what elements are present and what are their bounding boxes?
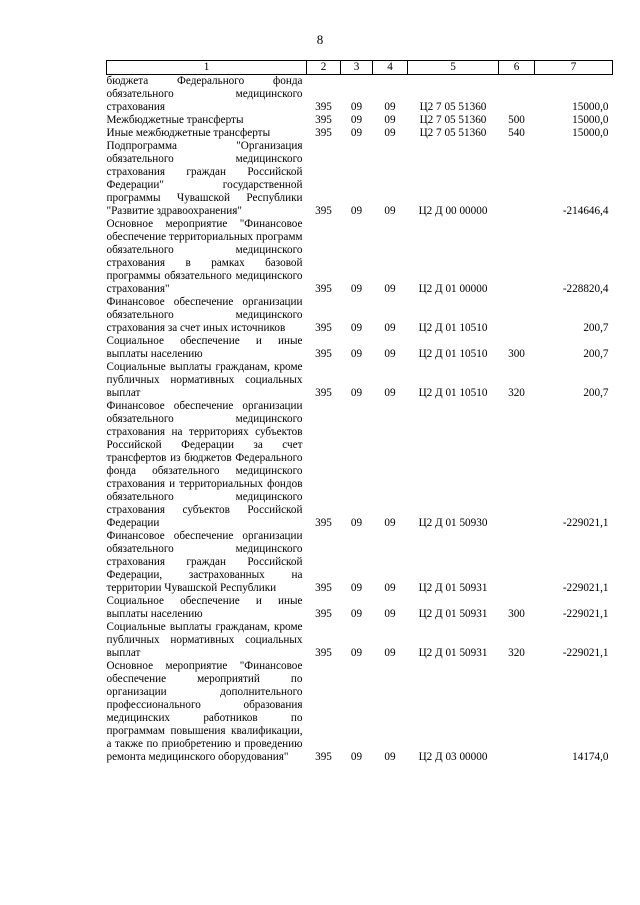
row-amount: -229021,1 bbox=[562, 582, 609, 594]
table-row bbox=[107, 140, 613, 218]
row-subsection-code: 09 bbox=[384, 582, 396, 594]
table-row bbox=[107, 335, 613, 361]
header-row bbox=[107, 61, 613, 75]
row-ministry-code: 395 bbox=[315, 127, 332, 139]
row-description: Основное мероприятие "Финансовое обеспечение мероприятий по организации дополнительного профессионального образования медицинских работников по программам повышения квалификации, а также по приобретению и проведению ремонта медицинского оборудования" bbox=[106, 660, 303, 763]
table-row bbox=[107, 530, 613, 595]
row-description: Финансовое обеспечение организации обязательного медицинского страхования за счет иных источников bbox=[106, 296, 303, 334]
header-col-6: 6 bbox=[499, 61, 535, 75]
row-subsection-code: 09 bbox=[384, 114, 396, 126]
row-section-code: 09 bbox=[350, 114, 363, 126]
row-subsection-code: 09 bbox=[384, 127, 396, 139]
row-expense-type: 300 bbox=[508, 608, 525, 620]
row-description: Социальное обеспечение и иные выплаты населению bbox=[106, 595, 303, 620]
header-col-1: 1 bbox=[107, 61, 307, 75]
row-target-code: Ц2 Д 01 10510 bbox=[418, 387, 488, 399]
row-ministry-code: 395 bbox=[315, 582, 332, 594]
header-col-5: 5 bbox=[408, 61, 499, 75]
row-expense-type: 320 bbox=[508, 387, 525, 399]
row-ministry-code: 395 bbox=[315, 322, 332, 334]
row-ministry-code: 395 bbox=[315, 387, 332, 399]
row-expense-type: 500 bbox=[508, 114, 525, 126]
row-subsection-code: 09 bbox=[384, 205, 396, 217]
row-expense-type bbox=[499, 218, 535, 296]
row-target-code: Ц2 Д 01 50930 bbox=[418, 517, 488, 529]
row-expense-type bbox=[499, 75, 535, 115]
row-expense-type bbox=[499, 296, 535, 335]
row-description: бюджета Федерального фонда обязательного медицинского страхования bbox=[106, 75, 303, 113]
row-amount: -228820,4 bbox=[562, 283, 609, 295]
row-expense-type bbox=[499, 660, 535, 764]
row-description: Социальные выплаты гражданам, кроме публичных нормативных социальных выплат bbox=[106, 621, 303, 659]
table-body bbox=[107, 75, 613, 765]
row-ministry-code: 395 bbox=[315, 348, 332, 360]
row-subsection-code: 09 bbox=[384, 647, 396, 659]
row-expense-type: 320 bbox=[508, 647, 525, 659]
row-amount: -229021,1 bbox=[562, 647, 609, 659]
row-amount: -229021,1 bbox=[562, 517, 609, 529]
row-ministry-code: 395 bbox=[315, 517, 332, 529]
table-row bbox=[107, 621, 613, 660]
row-subsection-code: 09 bbox=[384, 387, 396, 399]
row-description: Основное мероприятие "Финансовое обеспечение территориальных программ обязательного медицинского страхования в рамках базовой программы обязательного медицинского страхования" bbox=[106, 218, 303, 295]
table-row bbox=[107, 127, 613, 140]
row-ministry-code: 395 bbox=[315, 751, 332, 763]
row-target-code: Ц2 Д 00 00000 bbox=[418, 205, 488, 217]
row-expense-type bbox=[499, 400, 535, 530]
row-subsection-code: 09 bbox=[384, 322, 396, 334]
row-ministry-code: 395 bbox=[315, 283, 332, 295]
row-section-code: 09 bbox=[350, 582, 363, 594]
row-target-code: Ц2 Д 01 50931 bbox=[418, 647, 488, 659]
row-target-code: Ц2 Д 01 10510 bbox=[418, 322, 488, 334]
row-target-code: Ц2 Д 01 10510 bbox=[418, 348, 488, 360]
table-row bbox=[107, 361, 613, 400]
table-row bbox=[107, 75, 613, 115]
row-description: Финансовое обеспечение организации обязательного медицинского страхования граждан Российской Федерации, застрахованных на территории Чувашской Республики bbox=[106, 530, 303, 594]
row-target-code: Ц2 Д 01 50931 bbox=[418, 582, 488, 594]
header-col-2: 2 bbox=[307, 61, 341, 75]
table-row bbox=[107, 660, 613, 764]
row-section-code: 09 bbox=[350, 517, 363, 529]
row-amount: 200,7 bbox=[583, 348, 609, 360]
row-target-code: Ц2 Д 03 00000 bbox=[418, 751, 488, 763]
row-section-code: 09 bbox=[350, 647, 363, 659]
row-target-code: Ц2 7 05 51360 bbox=[419, 114, 487, 126]
row-description: Социальное обеспечение и иные выплаты населению bbox=[106, 335, 303, 360]
row-description: Подпрограмма "Организация обязательного медицинского страхования граждан Российской Федерации" государственной программы Чувашской Республики "Развитие здравоохранения" bbox=[106, 140, 303, 217]
budget-table bbox=[106, 60, 613, 764]
row-amount: 14174,0 bbox=[572, 751, 609, 763]
row-section-code: 09 bbox=[350, 387, 363, 399]
row-section-code: 09 bbox=[350, 348, 363, 360]
table-row bbox=[107, 595, 613, 621]
row-section-code: 09 bbox=[350, 127, 363, 139]
row-section-code: 09 bbox=[350, 283, 363, 295]
row-amount: 15000,0 bbox=[572, 101, 609, 113]
row-amount: 15000,0 bbox=[572, 114, 609, 126]
row-section-code: 09 bbox=[350, 751, 363, 763]
row-expense-type: 300 bbox=[508, 348, 525, 360]
table-row bbox=[107, 296, 613, 335]
row-description: Финансовое обеспечение организации обязательного медицинского страхования на территориях субъектов Российской Федерации за счет трансфертов из бюджетов Федерального фонда обязательного медицинского страхования и территориальных фондов обязательного медицинского страхования субъектов Российской Федерации bbox=[106, 400, 303, 529]
table-row bbox=[107, 400, 613, 530]
row-target-code: Ц2 7 05 51360 bbox=[419, 127, 487, 139]
row-amount: 200,7 bbox=[583, 322, 609, 334]
table-row bbox=[107, 218, 613, 296]
row-amount: 15000,0 bbox=[572, 127, 609, 139]
row-ministry-code: 395 bbox=[315, 608, 332, 620]
row-ministry-code: 395 bbox=[315, 205, 332, 217]
page-number: 8 bbox=[316, 32, 324, 47]
row-amount: 200,7 bbox=[583, 387, 609, 399]
row-description: Межбюджетные трансферты bbox=[106, 114, 244, 126]
row-ministry-code: 395 bbox=[315, 647, 332, 659]
header-col-7: 7 bbox=[535, 61, 613, 75]
header-col-3: 3 bbox=[341, 61, 373, 75]
row-subsection-code: 09 bbox=[384, 751, 396, 763]
row-expense-type bbox=[499, 530, 535, 595]
row-section-code: 09 bbox=[350, 205, 363, 217]
row-subsection-code: 09 bbox=[384, 101, 396, 113]
row-subsection-code: 09 bbox=[384, 517, 396, 529]
row-expense-type bbox=[499, 140, 535, 218]
row-ministry-code: 395 bbox=[315, 101, 332, 113]
row-subsection-code: 09 bbox=[384, 608, 396, 620]
table-header bbox=[107, 61, 613, 75]
row-description: Социальные выплаты гражданам, кроме публичных нормативных социальных выплат bbox=[106, 361, 303, 399]
row-section-code: 09 bbox=[350, 608, 363, 620]
row-amount: -229021,1 bbox=[562, 608, 609, 620]
row-target-code: Ц2 Д 01 00000 bbox=[418, 283, 488, 295]
row-description: Иные межбюджетные трансферты bbox=[106, 127, 271, 139]
row-expense-type: 540 bbox=[508, 127, 525, 139]
row-subsection-code: 09 bbox=[384, 348, 396, 360]
header-col-4: 4 bbox=[373, 61, 408, 75]
table-row bbox=[107, 114, 613, 127]
row-section-code: 09 bbox=[350, 101, 363, 113]
row-amount: -214646,4 bbox=[562, 205, 609, 217]
row-target-code: Ц2 7 05 51360 bbox=[419, 101, 487, 113]
row-subsection-code: 09 bbox=[384, 283, 396, 295]
row-target-code: Ц2 Д 01 50931 bbox=[418, 608, 488, 620]
row-section-code: 09 bbox=[350, 322, 363, 334]
row-ministry-code: 395 bbox=[315, 114, 332, 126]
